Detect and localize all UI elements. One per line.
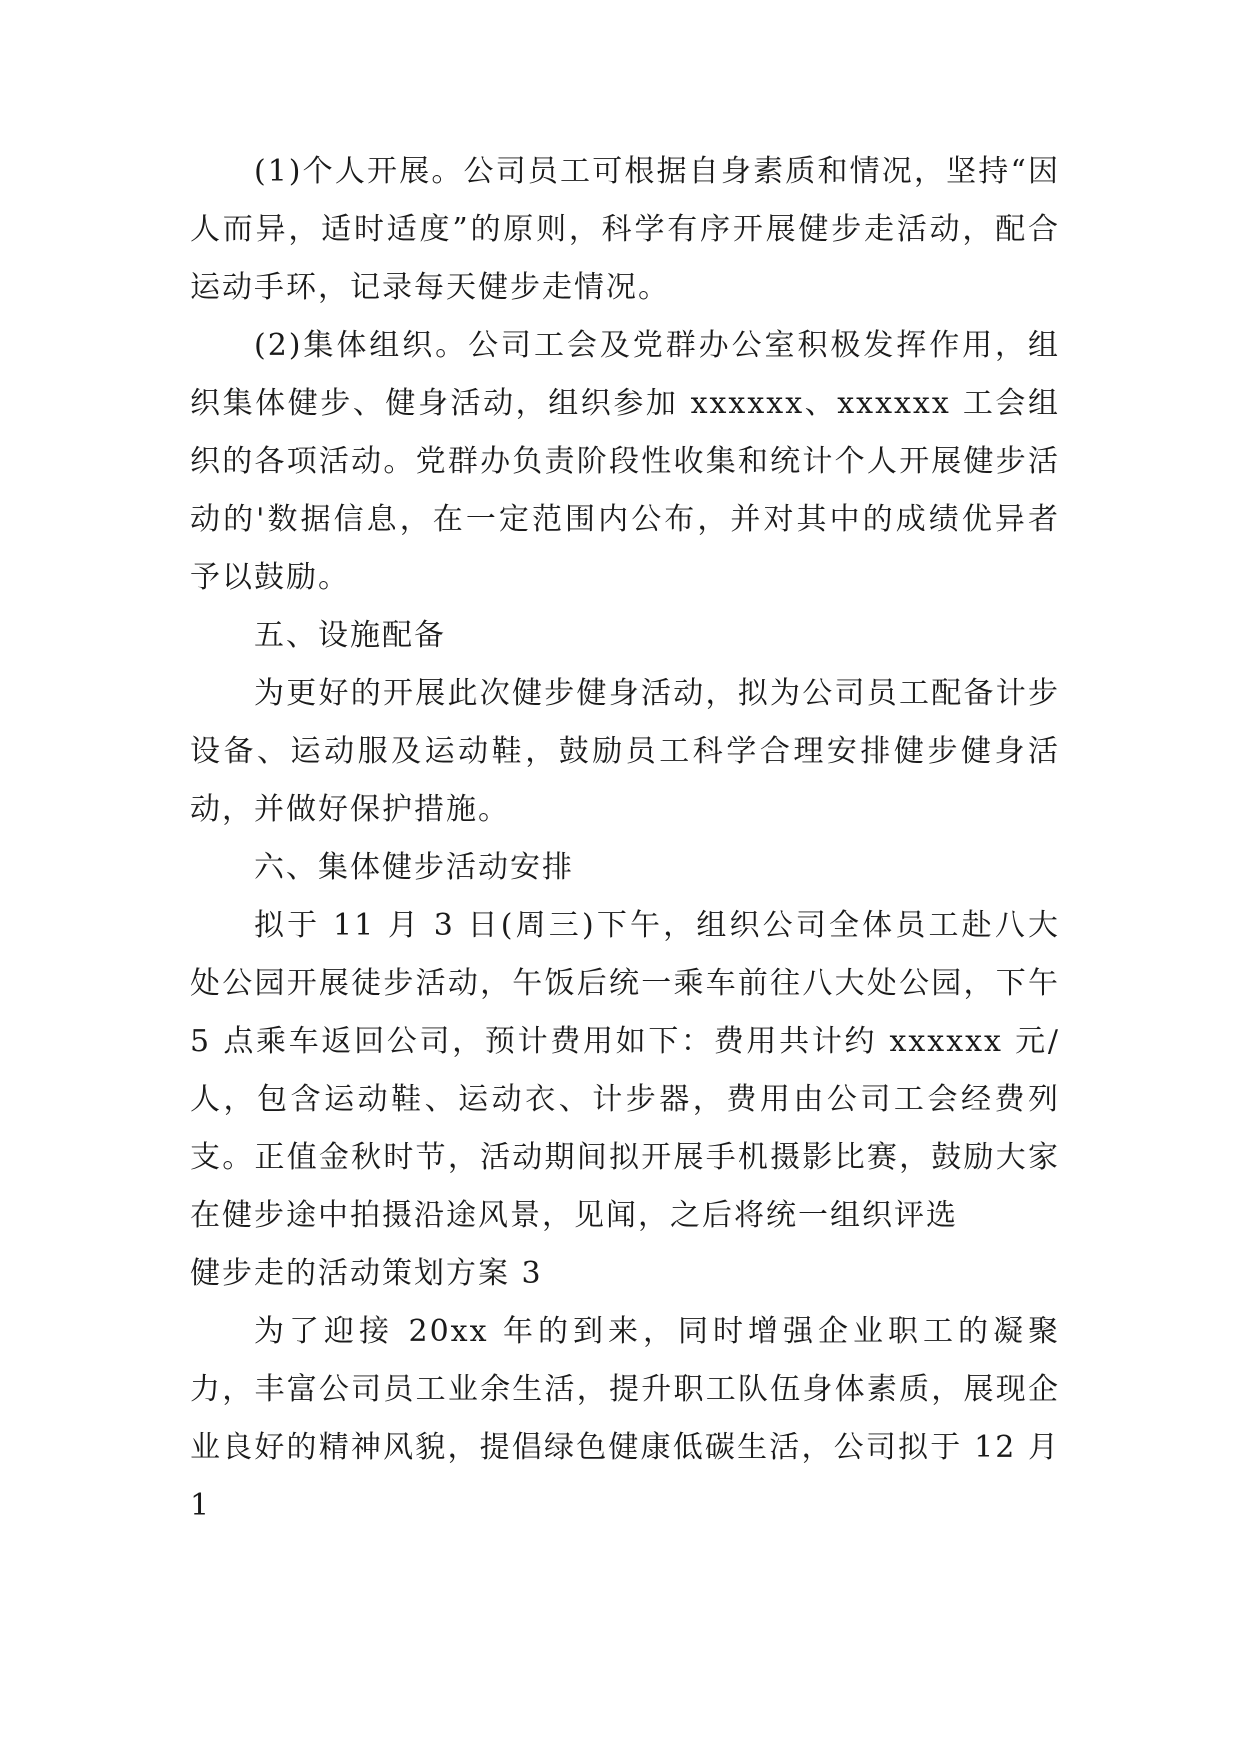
- heading-group-walk-arrangement: 六、集体健步活动安排: [254, 850, 574, 885]
- heading-facilities: 五、设施配备: [254, 618, 446, 653]
- paragraph-individual-activity: (1)个人开展。公司员工可根据自身素质和情况，坚持“因人而异，适时适度”的原则，科学有序开展健步走活动，配合运动手环，记录每天健步走情况。: [190, 154, 1060, 305]
- paragraph-group-walk-arrangement: 拟于 11 月 3 日(周三)下午，组织公司全体员工赴八大处公园开展徒步活动，午饭后统一乘车前往八大处公园，下午 5 点乘车返回公司，预计费用如下：费用共计约 xxxxxx 元/人，包含运动鞋、运动衣、计步器，费用由公司工会经费列支。正值金秋时节，活动期间拟开展手机摄影比赛，鼓励大家在健步途中拍摄沿途风景，见闻，之后将统一组织评选: [190, 908, 1060, 1233]
- paragraph-facilities: 为更好的开展此次健步健身活动，拟为公司员工配备计步设备、运动服及运动鞋，鼓励员工科学合理安排健步健身活动，并做好保护措施。: [190, 676, 1060, 827]
- section-title-plan-3: 健步走的活动策划方案 3: [190, 1256, 543, 1291]
- paragraph-group-organization: (2)集体组织。公司工会及党群办公室积极发挥作用，组织集体健步、健身活动，组织参加 xxxxxx、xxxxxx 工会组织的各项活动。党群办负责阶段性收集和统计个人开展健步活动的'数据信息，在一定范围内公布，并对其中的成绩优异者予以鼓励。: [190, 328, 1060, 595]
- document-body: [190, 143, 1060, 1535]
- paragraph-plan-3-intro: 为了迎接 20xx 年的到来，同时增强企业职工的凝聚力，丰富公司员工业余生活，提升职工队伍身体素质，展现企业良好的精神风貌，提倡绿色健康低碳生活，公司拟于 12 月 1: [190, 1314, 1060, 1523]
